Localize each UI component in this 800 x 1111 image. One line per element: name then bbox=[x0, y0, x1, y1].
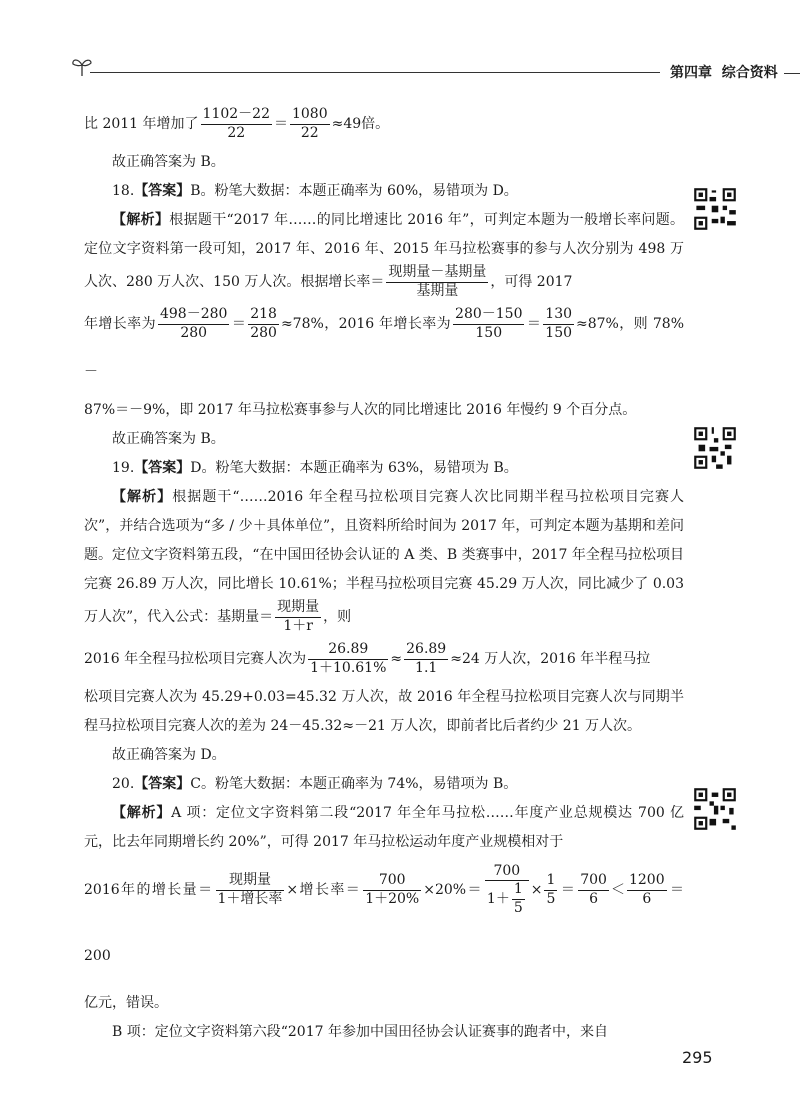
growth-rate-formula: $\frac{\text{现期量－基期量}}{\text{基期量}}$ bbox=[388, 264, 487, 299]
chapter-title bbox=[670, 62, 800, 82]
q19-answer: 19.【答案】D。粉笔大数据：本题正确率为 63%，易错项为 B。 bbox=[112, 460, 518, 476]
chapter-section: 综合资料 bbox=[721, 65, 778, 81]
qr-code-icon[interactable] bbox=[692, 786, 738, 832]
base-formula: $\frac{\text{现期量}}{1+r}$ bbox=[277, 599, 320, 634]
q18-conclusion: 87%＝－9%，即 2017 年马拉松赛事参与人次的同比增速比 2016 年慢约 9 个百分点。 bbox=[84, 402, 637, 418]
fraction: $\frac{1}{5}$ bbox=[513, 881, 523, 916]
q20-analysis: 【解析】A 项：定位文字资料第二段“2017 年全年马拉松……年度产业总规模达 700 亿元，比去年同期增长约 20%”，可得 2017 年马拉松运动年度产业规模相对于 bbox=[84, 805, 685, 850]
page-number: 295 bbox=[682, 1048, 713, 1067]
fraction: $\frac{1102-22}{22}$ bbox=[202, 106, 270, 141]
fraction: $\frac{1200}{6}$ bbox=[628, 872, 665, 907]
q18-answer: 18.【答案】B。粉笔大数据：本题正确率为 60%，易错项为 D。 bbox=[112, 183, 518, 199]
q20-b-item: B 项：定位文字资料第六段“2017 年参加中国田径协会认证赛事的跑者中，来自 bbox=[112, 1024, 608, 1040]
q18-analysis: 【解析】根据题干“2017 年……的同比增速比 2016 年”，可判定本题为一般增长率问题。定位文字资料第一段可知，2017 年、2016 年、2015 年马拉松赛事的参与人次分别为 498 万人次、280 万人次、150 万人次。根据增长率＝ $\frac{\text{现期量－基期量}}{\text{基期量}}$ ，可得 2017 bbox=[84, 212, 685, 299]
q18-calc: 年增长率为 $\frac{498-280}{280}$ ＝ $\frac{218}{280}$ ≈78%，2016 年增长率为 $\frac{280-150}{150}$ ＝ $\frac{130}{150}$ ≈87%，则 78%－ bbox=[84, 306, 685, 380]
q20-tail: 亿元，错误。 bbox=[84, 995, 168, 1011]
qr-code-icon[interactable] bbox=[692, 186, 738, 232]
page-header bbox=[70, 50, 778, 90]
qr-code-icon[interactable] bbox=[692, 425, 738, 471]
fraction: $\frac{700}{6}$ bbox=[580, 872, 607, 907]
answer-19: 故正确答案为 D。 bbox=[112, 747, 226, 763]
fraction: $\frac{\text{现期量}}{\text{1＋增长率}}$ bbox=[217, 872, 283, 907]
q20-calc: 2016年的增长量＝ $\frac{\text{现期量}}{\text{1＋增长率}}$ ×增长率＝ $\frac{700}{1+20\%}$ ×20%＝ 700 1＋ $\frac{1}{5}$ × $\frac{1}{5}$ ＝ $\frac{700}{6}$ ＜ $\frac{1200}{6}$ ＝200 bbox=[84, 862, 685, 964]
q17-tail: 比 2011 年增加了 $\frac{1102-22}{22}$ ＝ $\frac{1080}{22}$ ≈49倍。 bbox=[84, 106, 390, 141]
fraction: $\frac{700}{1+20\%}$ bbox=[365, 872, 420, 907]
fraction: $\frac{130}{150}$ bbox=[545, 306, 573, 341]
fraction: $\frac{218}{280}$ bbox=[250, 306, 277, 341]
answer-17: 故正确答案为 B。 bbox=[112, 154, 225, 170]
fraction: $\frac{1080}{22}$ bbox=[291, 106, 328, 141]
fraction: $\frac{498-280}{280}$ bbox=[159, 306, 228, 341]
fraction: $\frac{26.89}{1.1}$ bbox=[406, 641, 447, 676]
fraction: $\frac{1}{5}$ bbox=[546, 872, 556, 907]
q19-calc: 2016 年全程马拉松项目完赛人次为 $\frac{26.89}{1+10.61\%}$ ≈ $\frac{26.89}{1.1}$ ≈24 万人次，2016 年半程马拉 bbox=[84, 641, 651, 676]
fraction: $\frac{26.89}{1+10.61\%}$ bbox=[310, 641, 387, 676]
q19-analysis: 【解析】根据题干“……2016 年全程马拉松项目完赛人次比同期半程马拉松项目完赛人次”，并结合选项为“多 / 少＋具体单位”，且资料所给时间为 2017 年，可判定本题为基期和差问题。定位文字资料第五段，“在中国田径协会认证的 A 类、B 类赛事中，2017 年全程马拉松项目完赛 26.89 万人次，同比增长 10.61%；半程马拉松项目完赛 45.29 万人次，同比减少了 0.03 万人次”，代入公式：基期量＝ $\frac{\text{现期量}}{1+r}$ ，则 bbox=[84, 489, 684, 634]
compound-fraction: 700 1＋ $\frac{1}{5}$ bbox=[485, 863, 529, 918]
fraction: $\frac{280-150}{150}$ bbox=[455, 306, 523, 341]
page-content bbox=[84, 100, 684, 1047]
q20-answer: 20.【答案】C。粉笔大数据：本题正确率为 74%，易错项为 B。 bbox=[112, 776, 518, 792]
answer-18: 故正确答案为 B。 bbox=[112, 431, 225, 447]
sprout-icon bbox=[70, 54, 94, 78]
header-rule bbox=[90, 72, 660, 73]
chapter-number: 第四章 bbox=[670, 65, 712, 81]
q19-tail: 松项目完赛人次为 45.29+0.03=45.32 万人次，故 2016 年全程马拉松项目完赛人次与同期半程马拉松项目完赛人次的差为 24－45.32≈－21 万人次，即前者比后者约少 21 万人次。 bbox=[84, 689, 684, 734]
